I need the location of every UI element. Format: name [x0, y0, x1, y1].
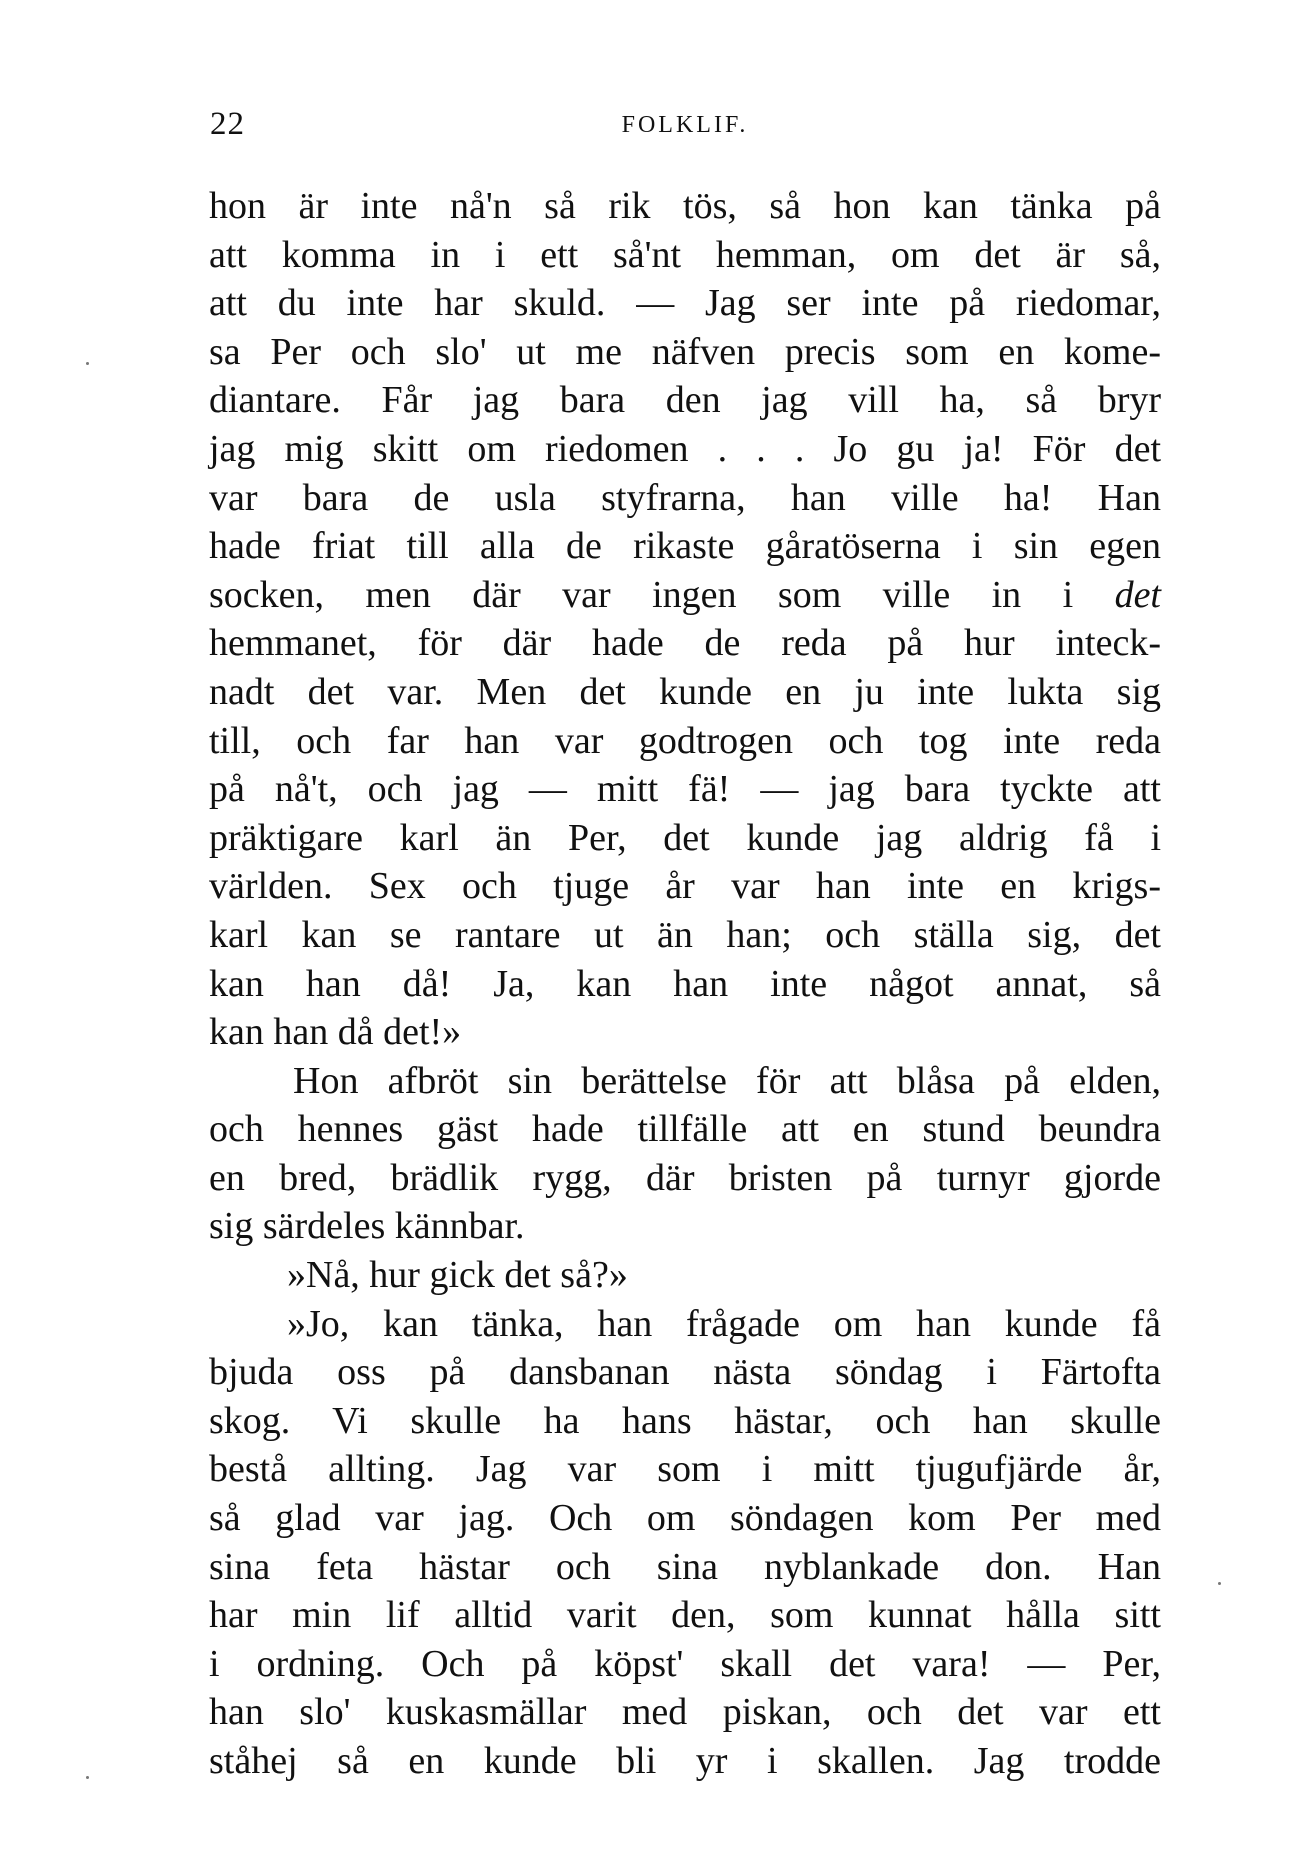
text-line: en bred, brädlik rygg, där bristen på turnyr gjorde	[209, 1156, 1161, 1199]
italic-word: det	[1114, 573, 1161, 616]
text-line: att du inte har skuld. — Jag ser inte på riedomar,	[209, 282, 1161, 325]
text-line: kan han då! Ja, kan han inte något annat, så	[209, 962, 1161, 1005]
text-line: nadt det var. Men det kunde en ju inte lukta sig	[209, 670, 1161, 713]
text-line: diantare. Får jag bara den jag vill ha, så bryr	[209, 379, 1161, 422]
text-line: till, och far han var godtrogen och tog inte reda	[209, 719, 1161, 762]
text-line: bestå allting. Jag var som i mitt tjugufjärde år,	[209, 1448, 1161, 1491]
text-line: i ordning. Och på köpst' skall det vara! — Per,	[209, 1642, 1161, 1685]
scan-speck	[86, 1776, 89, 1779]
text-line: kan han då det!»	[209, 1011, 462, 1054]
text-line: sig särdeles kännbar.	[209, 1205, 525, 1248]
text-line: hemmanet, för där hade de reda på hur inteck-	[209, 622, 1161, 665]
text-line: sa Per och slo' ut me näfven precis som en kome-	[209, 330, 1161, 373]
scan-speck	[1218, 1582, 1221, 1585]
scan-speck	[86, 362, 89, 365]
text-line: att komma in i ett så'nt hemman, om det är så,	[209, 233, 1161, 276]
text-line: sina feta hästar och sina nyblankade don. Han	[209, 1545, 1161, 1588]
text-line: han slo' kuskasmällar med piskan, och det var ett	[209, 1691, 1161, 1734]
running-title: FOLKLIF.	[621, 112, 749, 138]
text-line: skog. Vi skulle ha hans hästar, och han skulle	[209, 1399, 1161, 1442]
text-line: var bara de usla styfrarna, han ville ha! Han	[209, 476, 1161, 519]
body-text	[209, 182, 1161, 1786]
dialogue-line: »Nå, hur gick det så?»	[287, 1254, 628, 1297]
text-line: har min lif alltid varit den, som kunnat hålla sitt	[209, 1594, 1161, 1637]
text-line: präktigare karl än Per, det kunde jag aldrig få i	[209, 816, 1161, 859]
text-line: jag mig skitt om riedomen . . . Jo gu ja! För det	[209, 427, 1161, 470]
text-line: bjuda oss på dansbanan nästa söndag i Färtofta	[209, 1351, 1161, 1394]
text-line: hon är inte nå'n så rik tös, så hon kan tänka på	[209, 185, 1161, 227]
text-line: karl kan se rantare ut än han; och ställa sig, det	[209, 913, 1161, 956]
text-line: ståhej så en kunde bli yr i skallen. Jag trodde	[209, 1740, 1161, 1782]
text-line: världen. Sex och tjuge år var han inte en krigs-	[209, 865, 1161, 908]
text-line: och hennes gäst hade tillfälle att en stund beundra	[209, 1108, 1161, 1151]
paragraph-start-line: »Jo, kan tänka, han frågade om han kunde få	[287, 1302, 1161, 1345]
page-number: 22	[210, 106, 245, 142]
text-line-with-italic	[209, 571, 1161, 620]
text-line: på nå't, och jag — mitt fä! — jag bara tyckte att	[209, 768, 1161, 811]
text-line: hade friat till alla de rikaste gåratöserna i sin egen	[209, 525, 1161, 568]
text-line: så glad var jag. Och om söndagen kom Per med	[209, 1497, 1161, 1540]
running-head	[210, 106, 1160, 146]
text-line-segment: socken, men där var ingen som ville in i	[209, 573, 1074, 616]
paragraph-start-line: Hon afbröt sin berättelse för att blåsa på elden,	[293, 1059, 1161, 1102]
